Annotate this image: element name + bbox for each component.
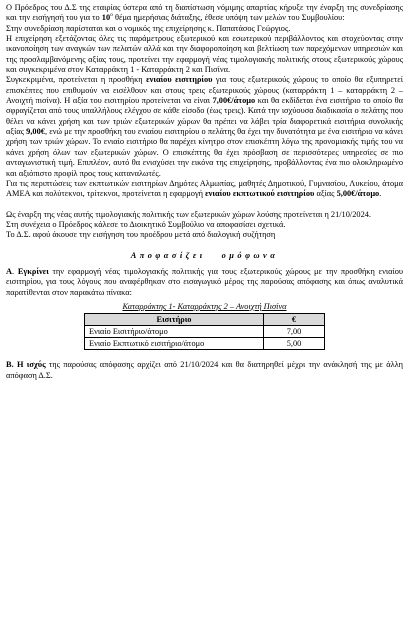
- ticket-column-header: Εισιτήριο: [85, 314, 264, 326]
- decision-heading: [6, 251, 403, 261]
- ordinal-suffix: ο: [110, 12, 113, 19]
- agenda-item-number: 10: [101, 13, 111, 23]
- single-ticket-paragraph: [6, 75, 403, 178]
- text: αξίας: [314, 189, 337, 199]
- decision-a-label: Α: [6, 266, 13, 276]
- price-column-header: €: [264, 314, 325, 326]
- text: την εφαρμογή νέας τιμολογιακής πολιτικής για τους εξωτερικούς χώρους με την προσθήκη ενιαίου εισιτηρίου, για τους λόγους που αναφέρθηκαν στο εισαγωγικό μέρος της παρούσας απόφασης και όπως αναλυτικά παρατίθενται στον παρακάτω πίνακα:: [6, 266, 404, 297]
- intro-text: Ο Πρόεδρος του Δ.Σ της εταιρίας ύστερα από τη διαπίστωση νόμιμης απαρτίας κήρυξε την έναρξη της συνεδρίασης και την εισήγησή του για το: [6, 3, 403, 23]
- attendance-paragraph: Στην συνεδρίαση παρίσταται και ο νομικός της επιχείρησης κ. Παπατάσος Γεώργιος.: [6, 23, 291, 33]
- decision-heading-word-1: Αποφασίζει: [130, 250, 206, 260]
- text: .: [12, 266, 18, 276]
- intro-paragraph: [6, 3, 403, 24]
- decision-a-verb: Εγκρίνει: [17, 266, 49, 276]
- current-total-price: 9,00€: [26, 127, 45, 137]
- single-ticket-price: 7,00€/άτομο: [212, 96, 256, 106]
- ticket-price-cell: 7,00: [264, 326, 325, 338]
- single-ticket-term: ενιαίου εισιτηρίου: [146, 75, 213, 85]
- table-header-row: [85, 314, 325, 326]
- fees-table: [84, 313, 325, 350]
- ticket-name-cell: Ενιαίο Εισιτήριο/άτομο: [85, 326, 264, 338]
- chairman-call-paragraph: Στη συνέχεια ο Πρόεδρος κάλεσε το Διοικητικό Συμβούλιο να αποφασίσει σχετικά.: [6, 219, 286, 229]
- start-date-paragraph: Ως έναρξη της νέας αυτής τιμολογιακής πολιτικής των εξωτερικών χώρων λούσης προτείνεται η 21/10/2024.: [6, 209, 371, 219]
- spacer: [6, 200, 403, 210]
- decision-b-subject: . Η ισχύς: [11, 360, 46, 370]
- decision-a-paragraph: [6, 267, 403, 298]
- table-row: [85, 338, 325, 350]
- intro-text-end: θέμα ημερήσιας διάταξης, έθεσε υπόψη των μελών του Συμβουλίου:: [112, 13, 345, 23]
- board-heard-paragraph: Το Δ.Σ. αφού άκουσε την εισήγηση του προέδρου μετά από διαλογική συζήτηση: [6, 230, 276, 240]
- decision-b-paragraph: [6, 360, 403, 381]
- text: για τους εξωτερικούς χώρους το οποίο θα εξυπηρετεί επισκέπτες που επιθυμούν να εισέλθουν και στους τρεις εξωτερικούς χώρους (καταρράκτη 1 – καταρράκτη 2 – Ανοιχτή πισίνα). Η αξία του εισιτηρίου προτείνεται να είναι: [6, 75, 403, 106]
- table-caption: Καταρράκτης 1- Καταρράκτης 2 – Ανοιχτή Πισίνα: [122, 301, 287, 311]
- discount-ticket-term: ενιαίου εκπτωτικού εισιτηρίου: [205, 189, 315, 199]
- proposal-paragraph: Η επιχείρηση εξετάζοντας όλες τις παράμετρους εξωτερικού και εσωτερικού περιβάλλοντος και στοχεύοντας στην ικανοποίηση των αναγκών των πελατών αλλά και την διαφοροποίηση και βελτίωση των παρεχόμενων υπηρεσιών και της προσλαμβανόμενης αξίας τους, προτείνει την εφαρμογή νέας τιμολογιακής πολιτικής στους εξωτερικούς χώρους και συγκεκριμένα στον Καταρράκτη 1 - Καταρράκτη 2 και Πισίνα.: [6, 34, 403, 75]
- text: και θα εκδίδεται ένα εισιτήριο το οποίο θα σφραγίζεται από τους υπαλλήλους ελέγχου σε κάθε είσοδο (έως τρεις). Κατά την ισχύουσα διαδικασία ο πελάτης που θέλει να κάνει χρήση και των τριών εξωτερικών χώρων θα πρέπει να λάβει τρία διαφορετικά εισιτήρια συνολικής αξίας: [6, 96, 404, 137]
- ticket-price-cell: 5,00: [264, 338, 325, 350]
- spacer: [6, 241, 403, 247]
- text: .: [379, 189, 382, 199]
- spacer: [6, 350, 403, 360]
- text: της παρούσας απόφασης αρχίζει από 21/10/2024 και θα διατηρηθεί μέχρι την ανάκλησή της με άλλη απόφαση Δ.Σ.: [6, 360, 403, 380]
- ticket-name-cell: Ενιαίο Εκπτωτικό εισιτήριο/άτομο: [85, 338, 264, 350]
- discount-ticket-paragraph: [6, 179, 403, 200]
- decision-b-label: Β: [6, 360, 12, 370]
- text: , ενώ με την προσθήκη του ενιαίου εισιτηρίου ο πελάτης θα έχει την δυνατότητα με ένα εισιτήριο να κάνει χρήση των τριών χώρων. Το ενιαίο εισιτήριο θα παρέχει κίνητρο στον επισκέπτη λόγω της προνομιακής τιμής του να κάνει χρήση όλων των εξωτερικών χώρων. Ο επισκέπτης θα έχει πρόσβαση σε περισσότερες υπηρεσίες σε πιο ανταγωνιστική τιμή. Επιπλέον, αυτό θα ενισχύσει την εικόνα της επιχείρησης, προβάλλοντας ένα πιο ολοκληρωμένο και αξιόπιστο προφίλ προς τους καταναλωτές.: [6, 127, 403, 178]
- table-row: [85, 326, 325, 338]
- discount-ticket-price: 5,00€/άτομο: [336, 189, 380, 199]
- text: Για τις περιπτώσεις των εκπτωτικών εισιτηρίων Δημότες Αλμωπίας, μαθητές Δημοτικού, Γυμνασίου, Λυκείου, άτομα ΑΜΕΑ και πολύτεκνοι, τρίτεκνοι, προτείνεται η εφαρμογή: [6, 178, 403, 199]
- text: Συγκεκριμένα, προτείνεται η προσθήκη: [6, 75, 147, 85]
- decision-heading-word-2: ομόφωνα: [221, 250, 279, 260]
